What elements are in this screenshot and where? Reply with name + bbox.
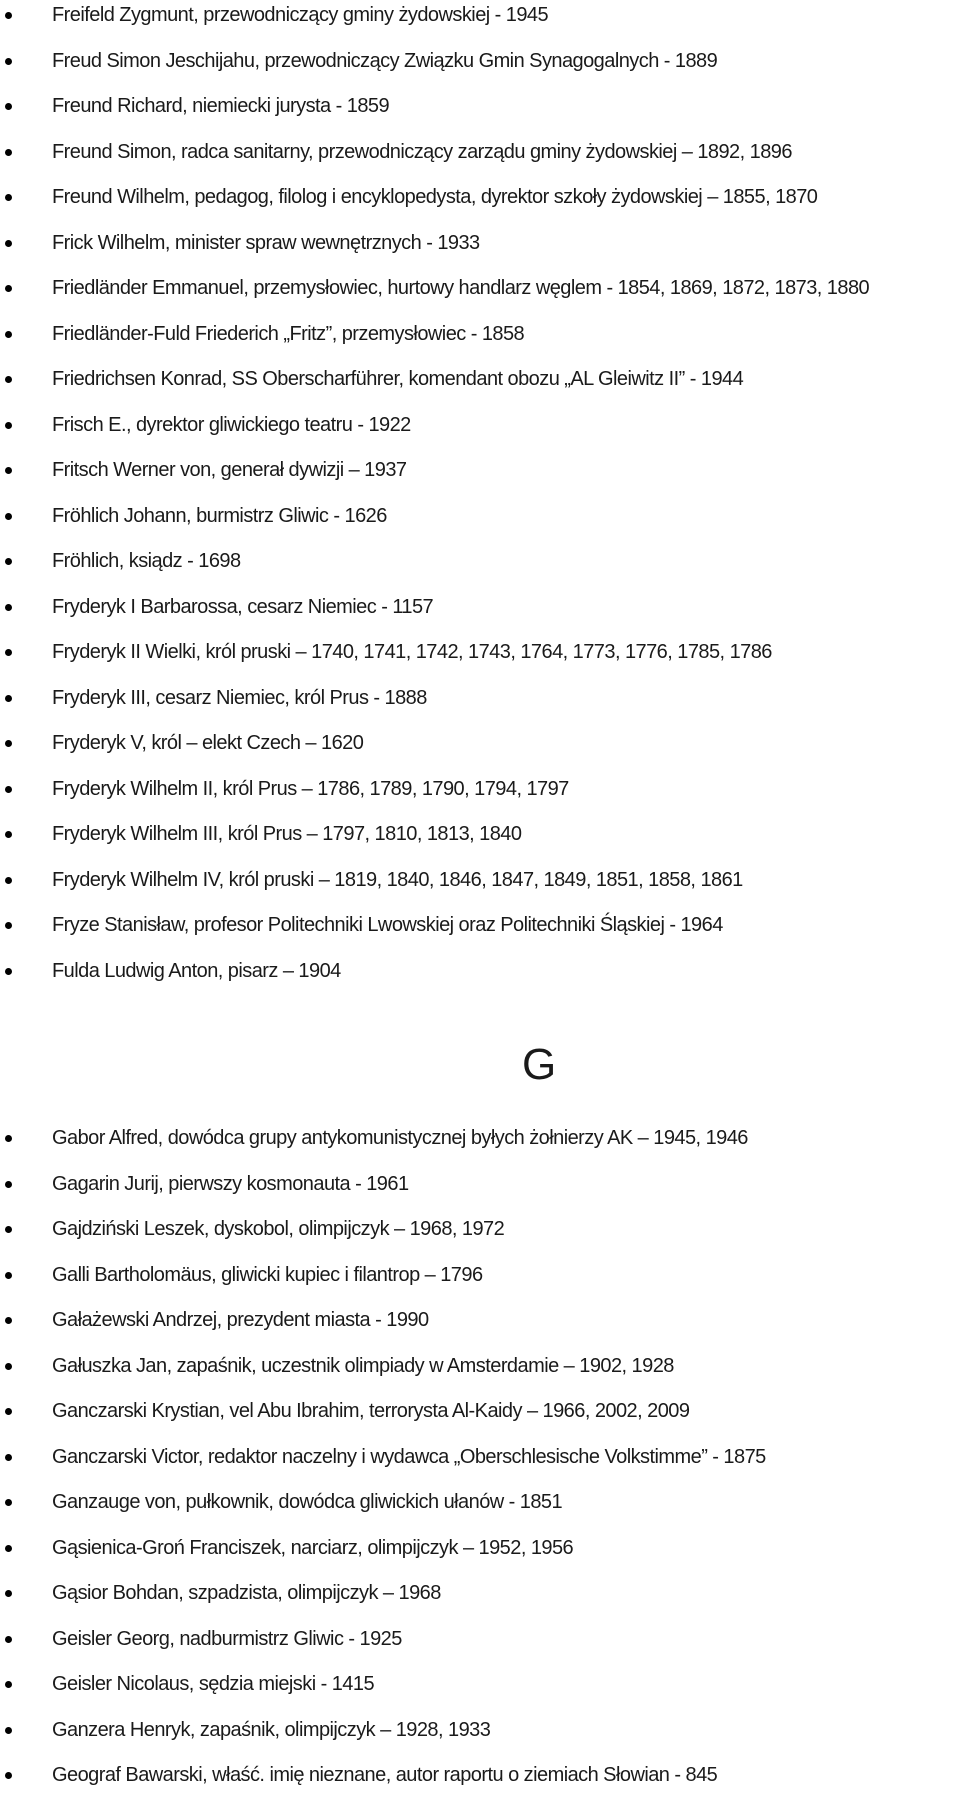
bullet-icon	[5, 1317, 12, 1324]
list-item	[0, 1670, 960, 1716]
list-item	[0, 1261, 960, 1307]
list-item	[0, 365, 960, 411]
bullet-icon	[5, 240, 12, 247]
entry-text: Fryderyk I Barbarossa, cesarz Niemiec - 1157	[52, 595, 434, 618]
list-item	[0, 820, 960, 866]
bullet-icon	[5, 1226, 12, 1233]
entry-text: Gałażewski Andrzej, prezydent miasta - 1990	[52, 1309, 429, 1331]
list-item	[0, 1625, 960, 1671]
entry-text: Fryderyk Wilhelm II, król Prus – 1786, 1789, 1790, 1794, 1797	[52, 777, 569, 800]
list-item	[0, 1124, 960, 1170]
entry-text: Ganzera Henryk, zapaśnik, olimpijczyk – 1928, 1933	[52, 1718, 491, 1741]
bullet-icon	[5, 1181, 12, 1188]
entry-text: Fröhlich, ksiądz - 1698	[52, 550, 241, 572]
list-item	[0, 229, 960, 275]
entry-text: Friedländer-Fuld Friederich „Fritz”, przemysłowiec - 1858	[52, 322, 525, 345]
entry-text: Fryderyk II Wielki, król pruski – 1740, 1741, 1742, 1743, 1764, 1773, 1776, 1785, 1786	[52, 641, 772, 663]
list-item	[0, 547, 960, 593]
bullet-icon	[5, 786, 12, 793]
bullet-icon	[5, 1545, 12, 1552]
entry-text: Gagarin Jurij, pierwszy kosmonauta - 1961	[52, 1172, 409, 1195]
bullet-icon	[5, 922, 12, 929]
bullet-icon	[5, 376, 12, 383]
bullet-icon	[5, 604, 12, 611]
entry-text: Geograf Bawarski, właść. imię nieznane, autor raportu o ziemiach Słowian - 845	[52, 1764, 718, 1786]
list-item	[0, 684, 960, 730]
entry-text: Gąsienica-Groń Franciszek, narciarz, olimpijczyk – 1952, 1956	[52, 1536, 574, 1559]
bullet-icon	[5, 695, 12, 702]
list-item	[0, 729, 960, 775]
list-item	[0, 1488, 960, 1534]
entry-text: Fryderyk Wilhelm III, król Prus – 1797, 1810, 1813, 1840	[52, 823, 522, 845]
bullet-icon	[5, 103, 12, 110]
entry-text: Ganczarski Krystian, vel Abu Ibrahim, terrorysta Al-Kaidy – 1966, 2002, 2009	[52, 1400, 690, 1422]
bullet-icon	[5, 467, 12, 474]
entry-text: Freund Richard, niemiecki jurysta - 1859	[52, 95, 390, 117]
entry-text: Friedrichsen Konrad, SS Oberscharführer, komendant obozu „AL Gleiwitz II” - 1944	[52, 368, 744, 390]
bullet-icon	[5, 12, 12, 19]
bullet-icon	[5, 968, 12, 975]
entry-text: Fröhlich Johann, burmistrz Gliwic - 1626	[52, 504, 387, 527]
bullet-icon	[5, 149, 12, 156]
entry-text: Ganzauge von, pułkownik, dowódca gliwickich ułanów - 1851	[52, 1491, 563, 1513]
entry-text: Fryderyk V, król – elekt Czech – 1620	[52, 732, 364, 754]
entry-text: Ganczarski Victor, redaktor naczelny i wydawca „Oberschlesische Volkstimme” - 1875	[52, 1445, 766, 1468]
index-list-f	[0, 1, 960, 1002]
bullet-icon	[5, 877, 12, 884]
list-item	[0, 638, 960, 684]
list-item	[0, 502, 960, 548]
entry-text: Geisler Nicolaus, sędzia miejski - 1415	[52, 1673, 375, 1695]
list-item	[0, 1761, 960, 1807]
list-item	[0, 411, 960, 457]
list-item	[0, 866, 960, 912]
bullet-icon	[5, 1772, 12, 1779]
bullet-icon	[5, 558, 12, 565]
bullet-icon	[5, 331, 12, 338]
entry-text: Friedländer Emmanuel, przemysłowiec, hurtowy handlarz węglem - 1854, 1869, 1872, 1873, 1880	[52, 277, 870, 299]
index-list-g	[0, 1124, 960, 1807]
list-item	[0, 1306, 960, 1352]
list-item	[0, 911, 960, 957]
bullet-icon	[5, 740, 12, 747]
bullet-icon	[5, 58, 12, 65]
list-item	[0, 456, 960, 502]
entry-text: Fryze Stanisław, profesor Politechniki Lwowskiej oraz Politechniki Śląskiej - 1964	[52, 914, 723, 936]
list-item	[0, 138, 960, 184]
list-item	[0, 1170, 960, 1216]
list-item	[0, 1, 960, 47]
list-item	[0, 1215, 960, 1261]
list-item	[0, 1397, 960, 1443]
bullet-icon	[5, 1135, 12, 1142]
list-item	[0, 92, 960, 138]
entry-text: Gąsior Bohdan, szpadzista, olimpijczyk – 1968	[52, 1582, 441, 1604]
section-heading-letter: G	[522, 1040, 557, 1089]
bullet-icon	[5, 1636, 12, 1643]
entry-text: Fulda Ludwig Anton, pisarz – 1904	[52, 959, 341, 982]
entry-text: Gajdziński Leszek, dyskobol, olimpijczyk – 1968, 1972	[52, 1218, 505, 1240]
list-item	[0, 274, 960, 320]
list-item	[0, 593, 960, 639]
entry-text: Freund Simon, radca sanitarny, przewodniczący zarządu gminy żydowskiej – 1892, 1896	[52, 140, 792, 163]
entry-text: Geisler Georg, nadburmistrz Gliwic - 1925	[52, 1627, 402, 1650]
list-item	[0, 47, 960, 93]
entry-text: Gabor Alfred, dowódca grupy antykomunistycznej byłych żołnierzy AK – 1945, 1946	[52, 1127, 748, 1149]
list-item	[0, 1716, 960, 1762]
bullet-icon	[5, 1590, 12, 1597]
entry-text: Galli Bartholomäus, gliwicki kupiec i filantrop – 1796	[52, 1263, 483, 1286]
bullet-icon	[5, 1363, 12, 1370]
list-item	[0, 183, 960, 229]
bullet-icon	[5, 1681, 12, 1688]
bullet-icon	[5, 1272, 12, 1279]
bullet-icon	[5, 513, 12, 520]
list-item	[0, 1443, 960, 1489]
list-item	[0, 1534, 960, 1580]
entry-text: Fryderyk Wilhelm IV, król pruski – 1819, 1840, 1846, 1847, 1849, 1851, 1858, 1861	[52, 868, 743, 891]
bullet-icon	[5, 422, 12, 429]
bullet-icon	[5, 831, 12, 838]
bullet-icon	[5, 194, 12, 201]
list-item	[0, 1352, 960, 1398]
entry-text: Freud Simon Jeschijahu, przewodniczący Związku Gmin Synagogalnych - 1889	[52, 49, 718, 72]
entry-text: Gałuszka Jan, zapaśnik, uczestnik olimpiady w Amsterdamie – 1902, 1928	[52, 1354, 674, 1377]
entry-text: Frick Wilhelm, minister spraw wewnętrznych - 1933	[52, 231, 480, 254]
entry-text: Fryderyk III, cesarz Niemiec, król Prus - 1888	[52, 686, 427, 709]
bullet-icon	[5, 649, 12, 656]
list-item	[0, 957, 960, 1003]
bullet-icon	[5, 285, 12, 292]
list-item	[0, 775, 960, 821]
list-item	[0, 320, 960, 366]
bullet-icon	[5, 1727, 12, 1734]
entry-text: Frisch E., dyrektor gliwickiego teatru - 1922	[52, 413, 411, 436]
entry-text: Fritsch Werner von, generał dywizji – 1937	[52, 459, 407, 481]
bullet-icon	[5, 1454, 12, 1461]
bullet-icon	[5, 1499, 12, 1506]
entry-text: Freund Wilhelm, pedagog, filolog i encyklopedysta, dyrektor szkoły żydowskiej – 1855, 1870	[52, 186, 818, 208]
list-item	[0, 1579, 960, 1625]
entry-text: Freifeld Zygmunt, przewodniczący gminy żydowskiej - 1945	[52, 4, 549, 26]
bullet-icon	[5, 1408, 12, 1415]
